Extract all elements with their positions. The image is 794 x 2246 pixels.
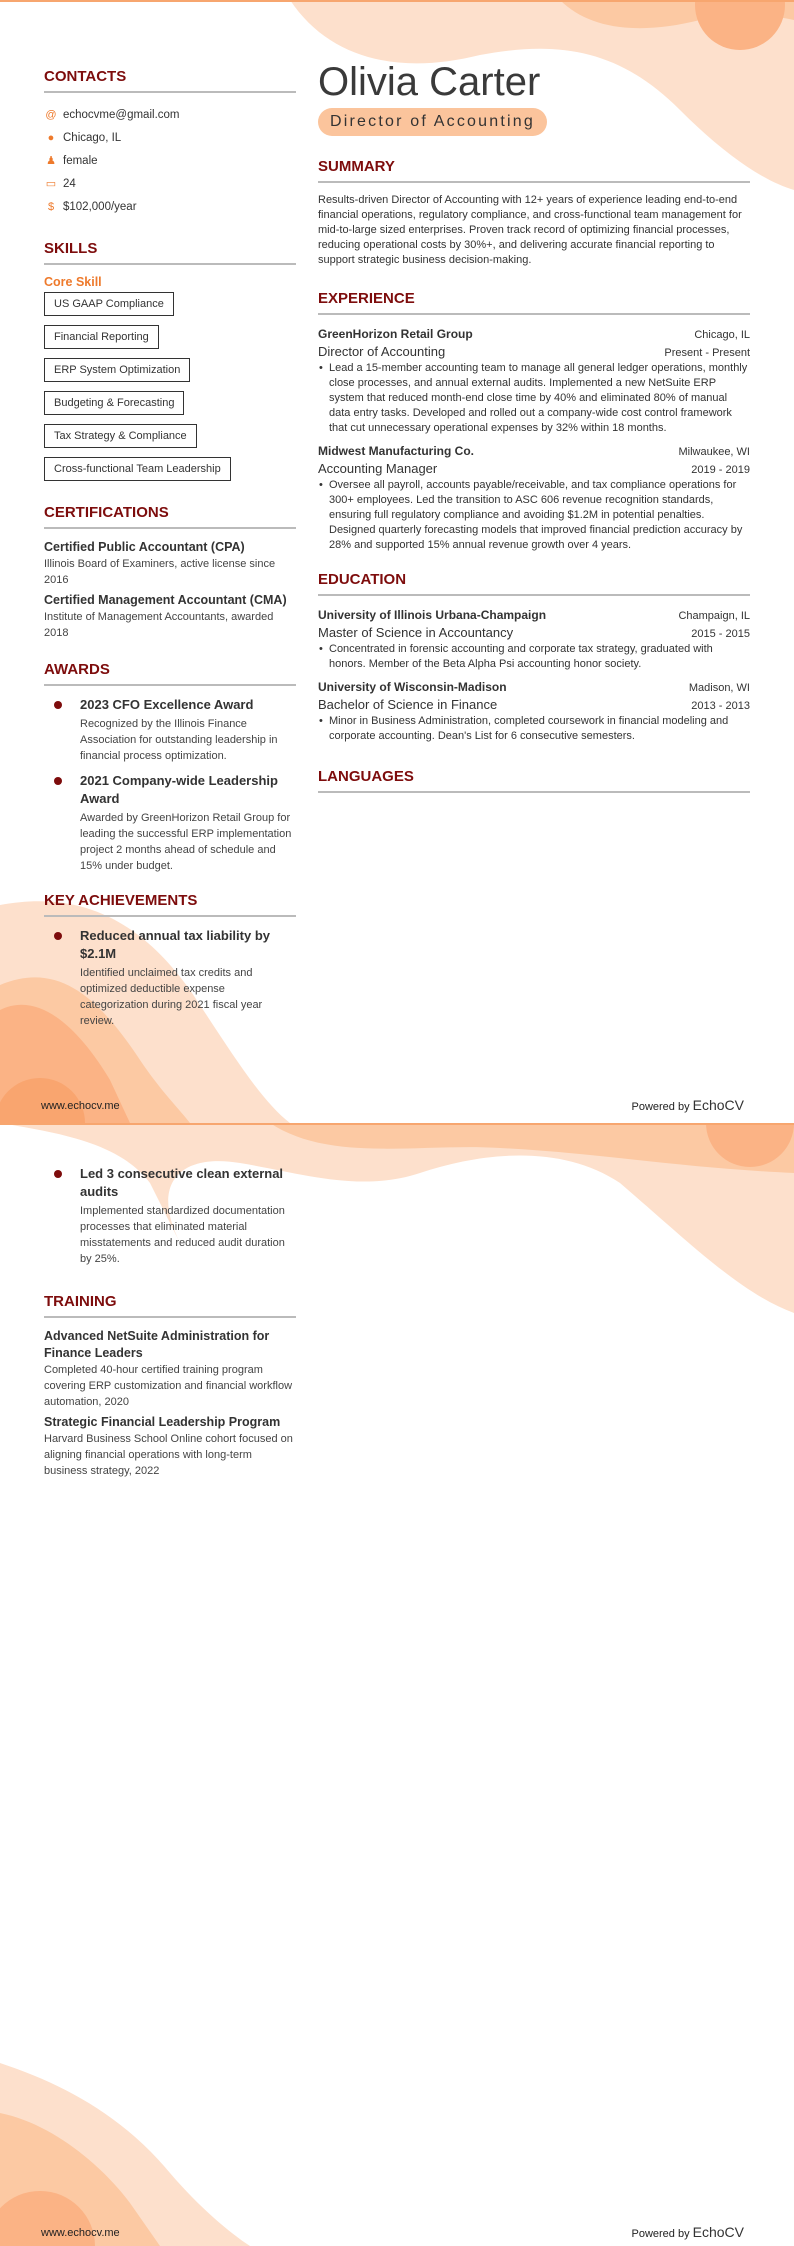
- dates: 2015 - 2015: [691, 628, 750, 640]
- section-title: AWARDS: [44, 661, 296, 686]
- dates: 2019 - 2019: [691, 464, 750, 476]
- achievement-name: Led 3 consecutive clean external audits: [80, 1166, 284, 1199]
- location: Milwaukee, WI: [678, 446, 750, 458]
- skill-tag: ERP System Optimization: [44, 358, 190, 382]
- training-desc: Completed 40-hour certified training program covering ERP customization and financial workflow automation, 2020: [44, 1364, 293, 1408]
- achievements-section: [44, 892, 296, 1029]
- section-title: EDUCATION: [318, 571, 750, 596]
- section-title: SKILLS: [44, 240, 296, 265]
- role: Accounting Manager: [318, 461, 438, 476]
- section-title: SUMMARY: [318, 158, 750, 183]
- section-title: KEY ACHIEVEMENTS: [44, 892, 296, 917]
- section-title: EXPERIENCE: [318, 290, 750, 315]
- bullet-dot-icon: [54, 777, 62, 785]
- contact-age: [44, 172, 296, 195]
- achievement-desc: Identified unclaimed tax credits and optimized deductible expense categorization during 2021 fiscal year review.: [80, 967, 263, 1027]
- footer-site-link[interactable]: www.echocv.me: [41, 1100, 120, 1112]
- dollar-coin-icon: $: [47, 200, 55, 213]
- award-desc: Awarded by GreenHorizon Retail Group for leading the successful ERP implementation project 2 months ahead of schedule and 15% under budget.: [80, 812, 292, 872]
- achievement-desc: Implemented standardized documentation processes that eliminated material misstatements and reduced audit duration by 25%.: [80, 1205, 285, 1265]
- contact-salary: [44, 195, 296, 218]
- education-section: [318, 571, 750, 744]
- training-desc: Harvard Business School Online cohort focused on aligning financial operations with long-term business strategy, 2022: [44, 1433, 293, 1477]
- awards-section: [44, 661, 296, 874]
- education-item: [318, 606, 750, 672]
- footer-powered-by: [631, 2224, 744, 2240]
- left-column: [44, 1165, 296, 1483]
- at-icon: @: [45, 108, 57, 121]
- skill-tag: Financial Reporting: [44, 325, 159, 349]
- contact-gender: [44, 149, 296, 172]
- contact-text: echocvme@gmail.com: [63, 108, 180, 121]
- section-title: LANGUAGES: [318, 768, 750, 793]
- candidate-name: Olivia Carter: [318, 60, 541, 104]
- brand-name: EchoCV: [692, 1097, 744, 1113]
- training-name: Strategic Financial Leadership Program: [44, 1415, 281, 1429]
- award-name: 2021 Company-wide Leadership Award: [80, 773, 278, 806]
- contact-location: [44, 126, 296, 149]
- role: Director of Accounting: [318, 344, 446, 359]
- bullet-text: • Concentrated in forensic accounting and corporate tax strategy, graduated with honors. Member of the Beta Alpha Psi accounting honor society.: [318, 642, 750, 672]
- bullet-dot-icon: [54, 1170, 62, 1178]
- dates: 2013 - 2013: [691, 700, 750, 712]
- bullet-text: • Lead a 15-member accounting team to manage all general ledger operations, monthly close processes, and annual external audits. Implemented a new NetSuite ERP system that reduced month-end close time by 40% and eliminated 80% of manual data entry tasks. Developed and rolled out a company-wide cost control framework that cut unnecessary operational expenses by 32% within 18 months.: [318, 361, 750, 436]
- company-name: Midwest Manufacturing Co.: [318, 444, 474, 458]
- cert-name: Certified Management Accountant (CMA): [44, 593, 287, 607]
- location: Chicago, IL: [694, 329, 750, 341]
- languages-section: [318, 768, 750, 793]
- award-desc: Recognized by the Illinois Finance Association for outstanding leadership in financial process optimization.: [80, 718, 278, 762]
- bullet-text: • Oversee all payroll, accounts payable/receivable, and tax compliance operations for 300+ employees. Led the transition to ASC 606 revenue recognition standards, ensuring full regulatory compliance and avoiding $1.2M in potential penalties. Designed quarterly forecasting models that improved financial prediction accuracy by 28% and supported 15% annual revenue growth over 4 years.: [318, 478, 750, 553]
- company-name: GreenHorizon Retail Group: [318, 327, 473, 341]
- footer-site-link[interactable]: www.echocv.me: [41, 2227, 120, 2239]
- skills-section: [44, 240, 296, 490]
- bullet-dot-icon: [54, 701, 62, 709]
- achievement-name: Reduced annual tax liability by $2.1M: [80, 928, 270, 961]
- cert-desc: Institute of Management Accountants, awarded 2018: [44, 611, 274, 639]
- section-title: CERTIFICATIONS: [44, 504, 296, 529]
- training-section: [44, 1293, 296, 1479]
- summary-section: [318, 158, 750, 268]
- top-border: [0, 1123, 794, 1125]
- contact-text: $102,000/year: [63, 200, 137, 213]
- skill-tag: Cross-functional Team Leadership: [44, 457, 231, 481]
- skill-group-label: Core Skill: [44, 275, 102, 289]
- skill-tag: Budgeting & Forecasting: [44, 391, 184, 415]
- brand-name: EchoCV: [692, 2224, 744, 2240]
- school-name: University of Illinois Urbana-Champaign: [318, 608, 547, 622]
- resume-page-2: [0, 1123, 794, 2246]
- achievement-item: [44, 1165, 296, 1267]
- person-icon: ♟: [46, 155, 56, 167]
- school-name: University of Wisconsin-Madison: [318, 680, 507, 694]
- footer-powered-by: [631, 1097, 744, 1113]
- training-name: Advanced NetSuite Administration for Finance Leaders: [44, 1329, 270, 1360]
- left-column: [44, 68, 296, 1037]
- contact-email: [44, 103, 296, 126]
- calendar-icon: ▭: [45, 178, 57, 190]
- contact-text: Chicago, IL: [63, 131, 122, 144]
- section-title: CONTACTS: [44, 68, 296, 93]
- experience-section: [318, 290, 750, 553]
- degree: Master of Science in Accountancy: [318, 625, 514, 640]
- location: Champaign, IL: [678, 610, 750, 622]
- contact-text: 24: [63, 177, 76, 190]
- contacts-section: [44, 68, 296, 218]
- degree: Bachelor of Science in Finance: [318, 697, 498, 712]
- bullet-text: • Minor in Business Administration, completed coursework in financial modeling and corporate accounting. Dean's List for 6 consecutive semesters.: [318, 714, 750, 744]
- education-item: [318, 678, 750, 744]
- location: Madison, WI: [688, 682, 750, 694]
- achievement-item: [44, 927, 296, 1029]
- location-pin-icon: ●: [47, 131, 55, 144]
- cert-desc: Illinois Board of Examiners, active license since 2016: [44, 558, 276, 586]
- skill-tag: Tax Strategy & Compliance: [44, 424, 197, 448]
- bullet-dot-icon: [54, 932, 62, 940]
- experience-item: [318, 442, 750, 553]
- award-name: 2023 CFO Excellence Award: [80, 697, 254, 712]
- skill-tag: US GAAP Compliance: [44, 292, 174, 316]
- dates: Present - Present: [664, 347, 750, 359]
- certifications-section: [44, 504, 296, 641]
- section-title: TRAINING: [44, 1293, 296, 1318]
- job-title-badge: Director of Accounting: [318, 108, 547, 136]
- top-border: [0, 0, 794, 2]
- cert-name: Certified Public Accountant (CPA): [44, 540, 245, 554]
- contact-text: female: [63, 154, 98, 167]
- powered-label: Powered by: [631, 1101, 690, 1113]
- award-item: [44, 696, 296, 764]
- powered-label: Powered by: [631, 2228, 690, 2240]
- award-item: [44, 772, 296, 874]
- summary-text: Results-driven Director of Accounting with 12+ years of experience leading end-to-end financial operations, regulatory compliance, and cross-functional team management for mid-to-large sized enterprises. Proven track record of optimizing financial processes, reducing operational costs by 30%+, and delivering accurate financial reporting to support strategic business decision-making.: [318, 194, 742, 266]
- right-column: [318, 60, 750, 803]
- experience-item: [318, 325, 750, 436]
